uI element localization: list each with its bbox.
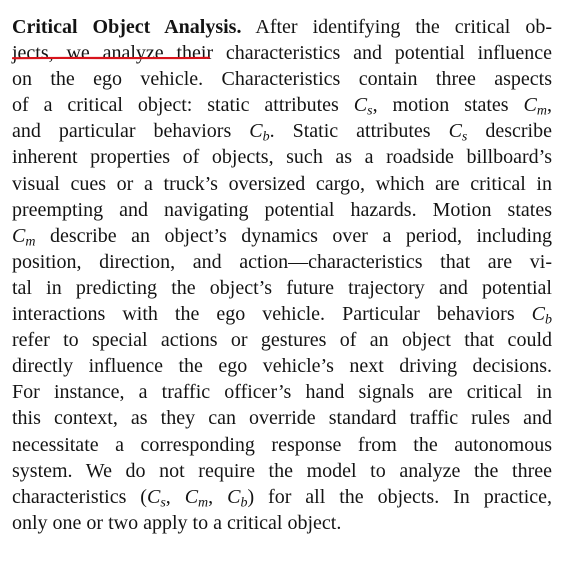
paragraph-heading: Critical Object Analysis. — [12, 16, 242, 38]
text-run: characteristics ( — [12, 485, 147, 508]
text-run: this context, as they can override standard traffic rules and — [12, 407, 552, 430]
text-line — [12, 223, 552, 249]
text-run: position, direction, and action—characteristics that are vi- — [12, 250, 552, 273]
text-line — [12, 92, 552, 118]
text-line — [12, 458, 552, 484]
math-symbol: $C_m$ — [12, 224, 36, 250]
text-line — [12, 40, 552, 66]
math-symbol: $C_b$ — [531, 303, 552, 328]
text-line — [12, 301, 552, 327]
text-line — [12, 171, 552, 197]
text-run: After identifying the critical ob- — [255, 16, 552, 38]
math-symbol: $C_m$ — [184, 485, 209, 511]
math-symbol: $C_s$ — [353, 94, 373, 119]
text-line — [12, 484, 552, 510]
text-run: ) for all the objects. In practice, — [247, 485, 553, 508]
paper-paragraph — [12, 14, 552, 536]
math-symbol: $C_s$ — [448, 120, 468, 145]
text-run: For instance, a traffic officer’s hand signals are critical in — [12, 381, 552, 404]
text-run: on the ego vehicle. Characteristics contain three aspects — [12, 68, 552, 91]
text-run: directly influence the ego vehicle’s next driving decisions. — [12, 355, 552, 378]
text-run: interactions with the ego vehicle. Particular behaviors — [12, 303, 532, 326]
text-run: of a critical object: static attributes — [12, 94, 354, 117]
paragraph-body — [12, 14, 552, 536]
text-line — [12, 66, 552, 92]
text-run: refer to special actions or gestures of an object that could — [12, 329, 552, 352]
text-run: , — [165, 485, 185, 508]
math-symbol: $C_s$ — [146, 485, 166, 511]
text-line — [12, 249, 552, 275]
text-line — [12, 379, 552, 405]
text-line — [12, 14, 552, 40]
text-line — [12, 144, 552, 170]
text-run: describe — [467, 120, 552, 143]
text-run: inherent properties of objects, such as a roadside billboard’s — [12, 146, 552, 169]
text-line — [12, 432, 552, 458]
text-run: system. We do not require the model to analyze the three — [12, 459, 552, 482]
text-run: jects, we analyze their characteristics and potential influence — [12, 42, 552, 65]
text-run: visual cues or a truck’s oversized cargo, which are critical in — [12, 172, 552, 195]
text-line — [12, 197, 552, 223]
math-symbol: $C_m$ — [523, 94, 548, 119]
text-line — [12, 118, 552, 144]
text-run: necessitate a corresponding response from the autonomous — [12, 433, 552, 456]
text-run: preempting and navigating potential hazards. Motion states — [12, 198, 552, 221]
text-run: , motion states — [372, 94, 524, 117]
text-run: . Static attributes — [269, 120, 449, 143]
text-run: describe an object’s dynamics over a period, including — [35, 224, 552, 247]
text-run: , — [547, 94, 553, 117]
math-symbol: $C_b$ — [227, 485, 248, 511]
text-run: , — [208, 485, 228, 508]
text-run: and particular behaviors — [12, 120, 250, 143]
math-symbol: $C_b$ — [249, 120, 270, 145]
text-line — [12, 405, 552, 431]
text-line — [12, 327, 552, 353]
text-line — [12, 510, 552, 536]
text-line — [12, 353, 552, 379]
text-run: tal in predicting the object’s future trajectory and potential — [12, 276, 552, 299]
text-line — [12, 275, 552, 301]
text-run: only one or two apply to a critical object. — [12, 511, 342, 534]
